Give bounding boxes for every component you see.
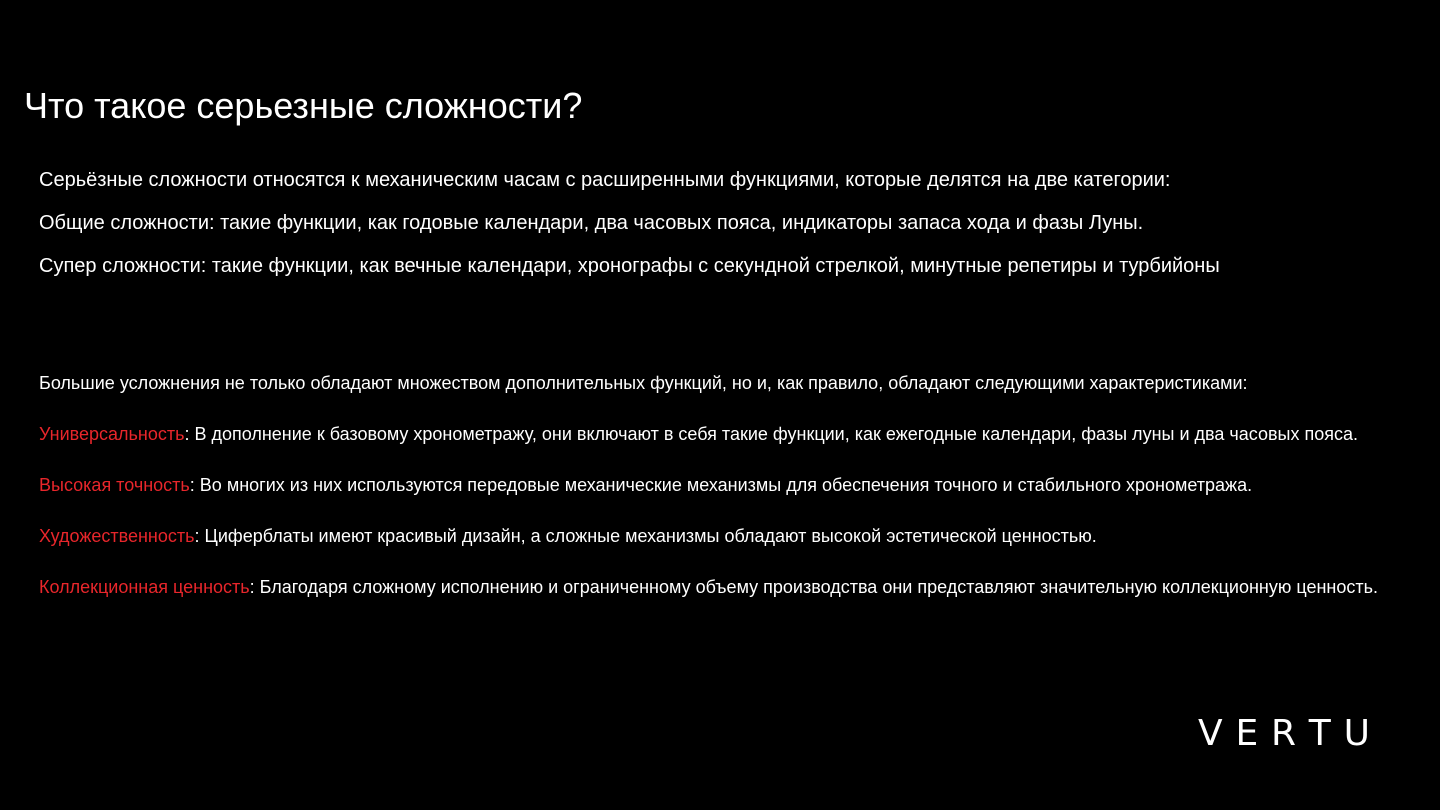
vertu-logo-letter: T [1308, 712, 1331, 754]
feature-text: : В дополнение к базовому хронометражу, они включают в себя такие функции, как ежегодные календари, фазы луны и два часовых пояса. [184, 424, 1358, 444]
vertu-logo-letter: E [1235, 712, 1259, 754]
intro-block [39, 159, 1369, 288]
lead-paragraph: Большие усложнения не только обладают множеством дополнительных функций, но и, как правило, обладают следующими характеристиками: [39, 373, 1248, 393]
details-block [39, 363, 1384, 607]
feature-item [39, 465, 1384, 505]
vertu-logo-letter: R [1270, 712, 1296, 754]
feature-text: : Во многих из них используются передовые механические механизмы для обеспечения точного и стабильного хронометража. [189, 475, 1253, 495]
feature-term: Высокая точность [39, 475, 190, 495]
feature-term: Художественность [39, 526, 195, 546]
feature-term: Коллекционная ценность [39, 577, 250, 597]
vertu-logo [1198, 708, 1370, 758]
slide-title: Что такое серьезные сложности? [24, 85, 583, 126]
feature-item [39, 516, 1384, 556]
feature-term: Универсальность [39, 424, 185, 444]
intro-paragraph-categories: Серьёзные сложности относятся к механическим часам с расширенными функциями, которые делятся на две категории: [39, 169, 1171, 191]
intro-paragraph-super: Супер сложности: такие функции, как вечные календари, хронографы с секундной стрелкой, минутные репетиры и турбийоны [39, 255, 1220, 277]
intro-paragraph-general: Общие сложности: такие функции, как годовые календари, два часовых пояса, индикаторы запаса хода и фазы Луны. [39, 212, 1144, 234]
vertu-logo-letter: V [1198, 712, 1223, 754]
feature-text: : Циферблаты имеют красивый дизайн, а сложные механизмы обладают высокой эстетической ценностью. [194, 526, 1097, 546]
feature-text: : Благодаря сложному исполнению и ограниченному объему производства они представляют значительную коллекционную ценность. [249, 577, 1378, 597]
feature-item [39, 414, 1384, 454]
feature-item [39, 567, 1384, 607]
vertu-logo-letter: U [1343, 712, 1370, 754]
